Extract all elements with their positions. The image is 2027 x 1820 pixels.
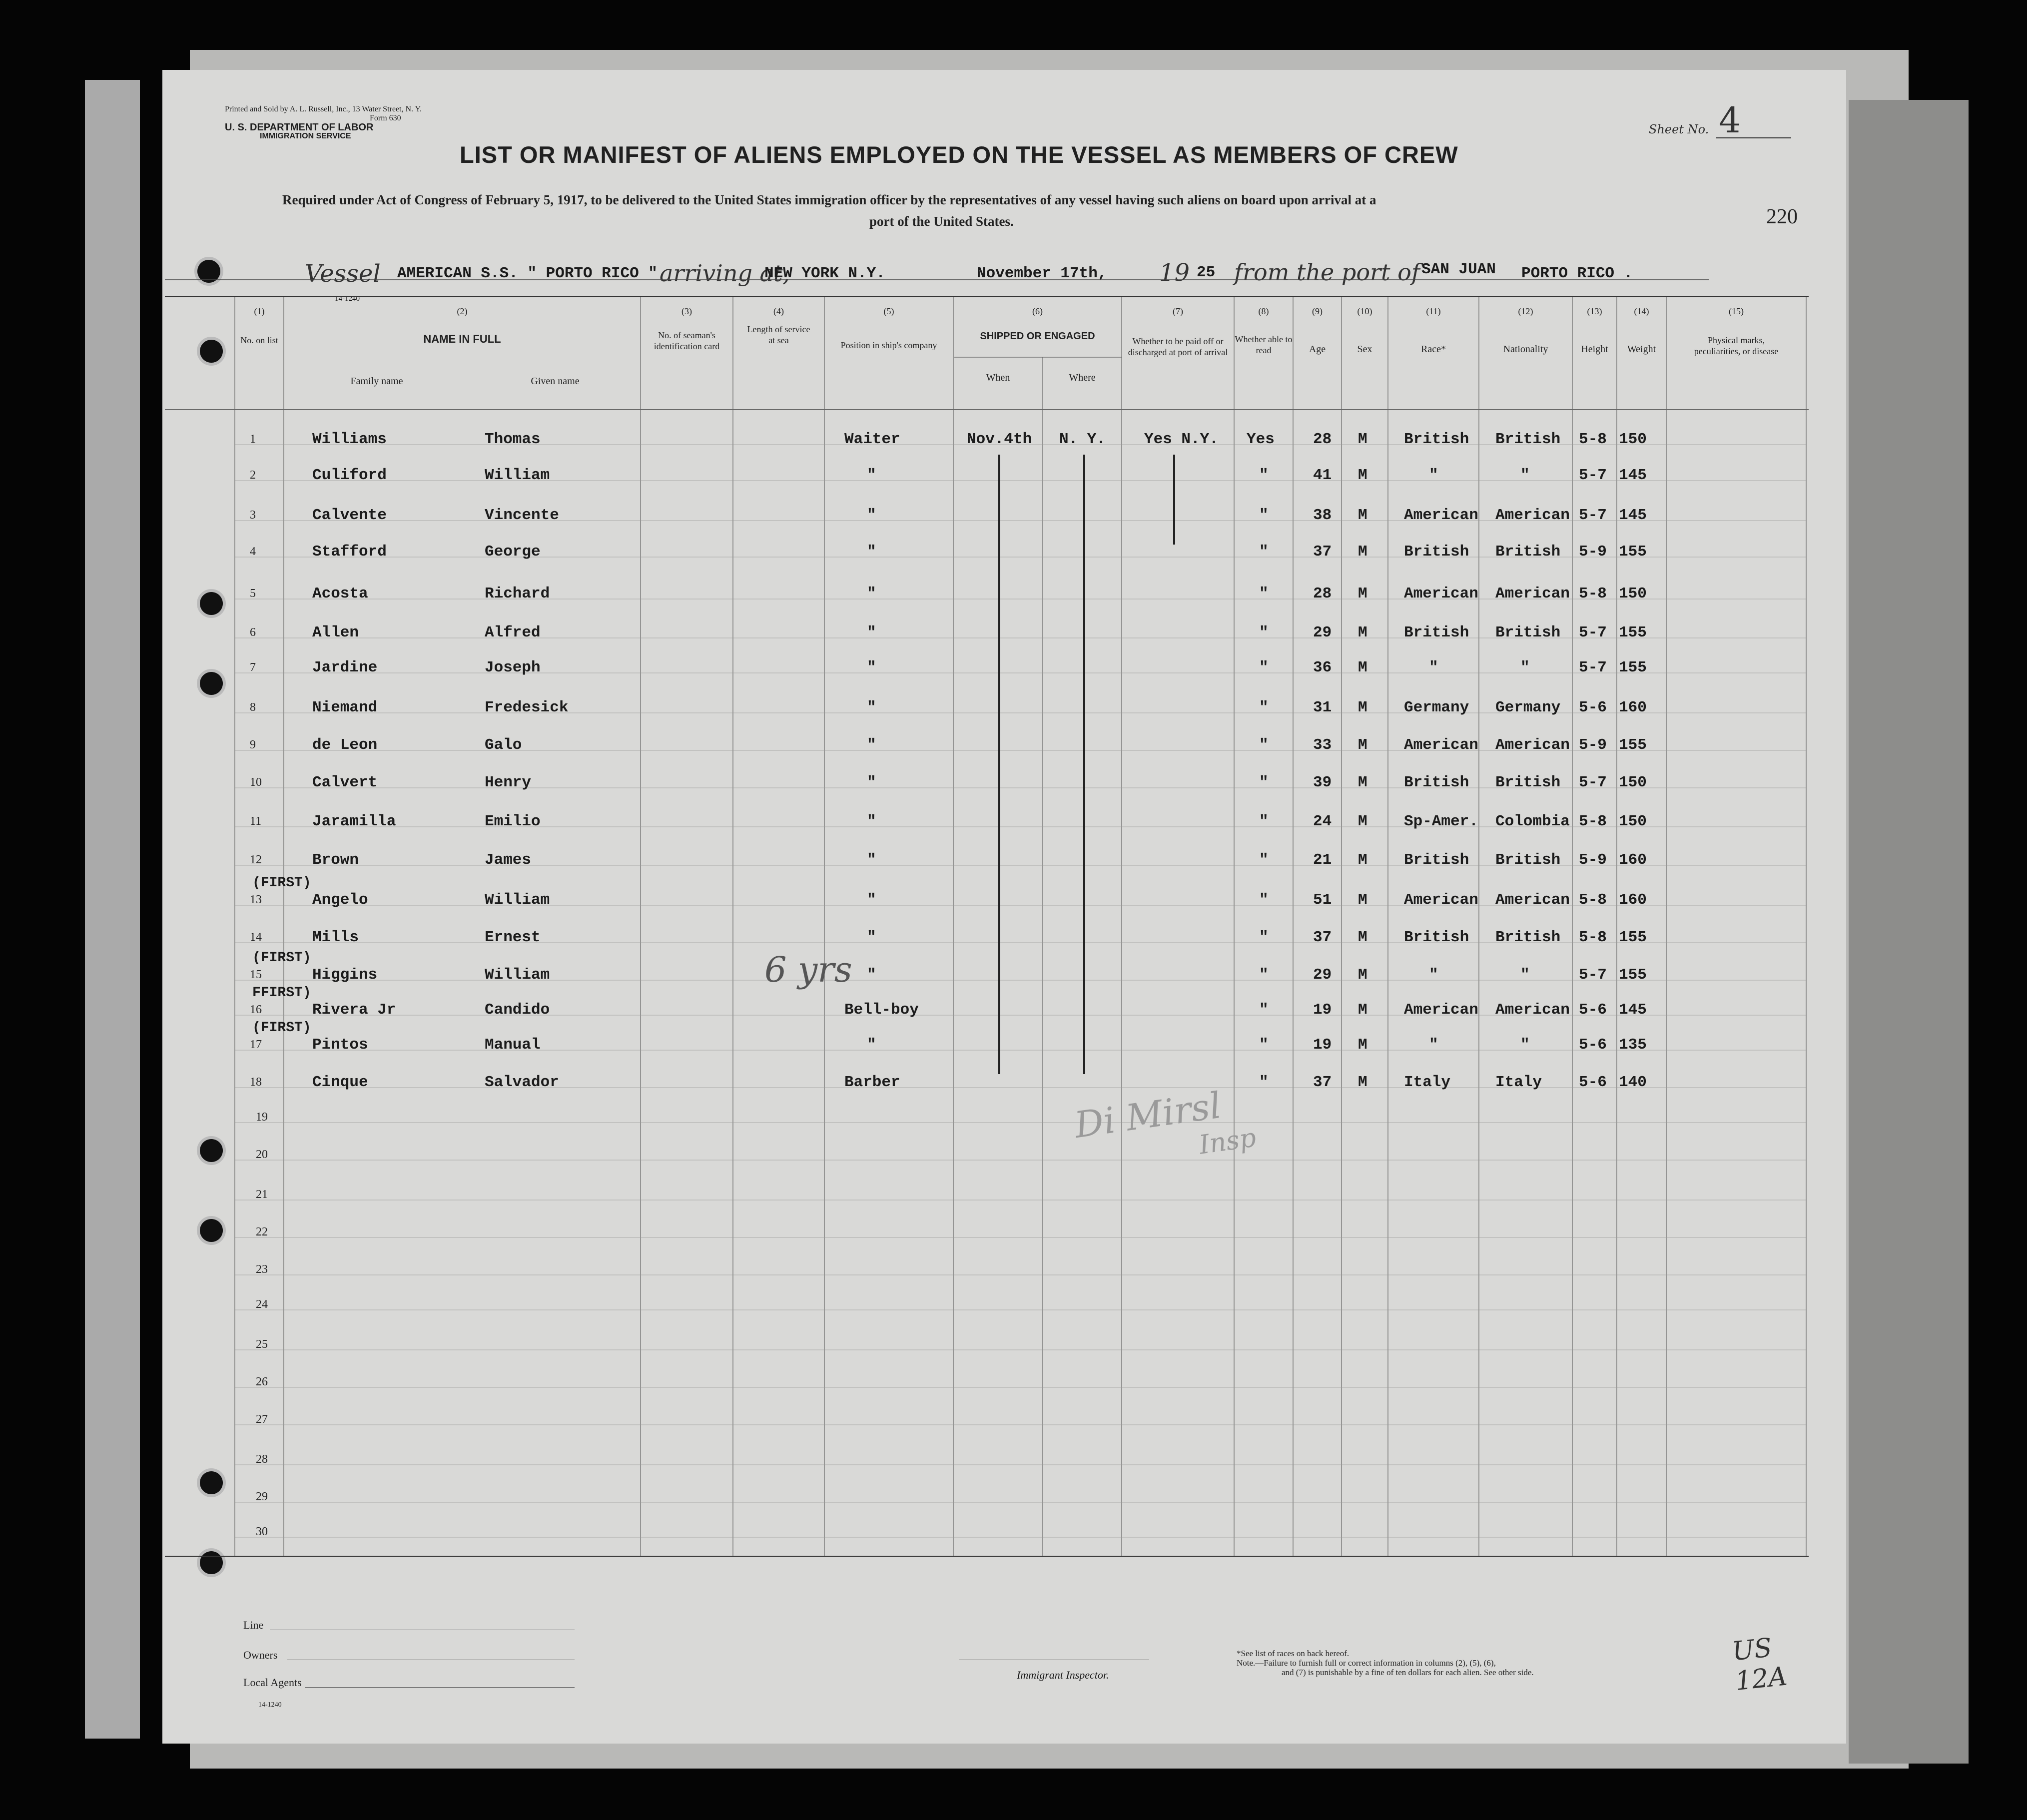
able-to-read: " [1259, 1074, 1269, 1091]
weight: 155 [1619, 736, 1647, 754]
footer-form-code: 14-1240 [258, 1701, 282, 1709]
given-name: William [485, 467, 550, 484]
column-number: (15) [1729, 306, 1744, 316]
empty-row-number: 26 [256, 1375, 268, 1388]
header-no-on-list: No. on list [240, 335, 278, 345]
column-number: (5) [883, 306, 894, 316]
height: 5-8 [1579, 585, 1607, 603]
race: " [1429, 966, 1438, 984]
height: 5-7 [1579, 624, 1607, 641]
header-when: When [986, 372, 1010, 383]
given-name: William [485, 891, 550, 909]
weight: 160 [1619, 851, 1647, 869]
sex: M [1358, 1001, 1367, 1019]
departure-port: SAN JUAN [1421, 261, 1496, 278]
column-number: (4) [773, 306, 784, 316]
sex: M [1358, 507, 1367, 524]
header-where: Where [1069, 372, 1096, 383]
row-number: 11 [250, 815, 262, 828]
given-name: Galo [485, 736, 522, 754]
footer-line-label: Line [243, 1619, 264, 1631]
family-name: Williams [312, 431, 387, 448]
age: 28 [1313, 431, 1332, 448]
row-number: 15 [250, 968, 262, 981]
age: 37 [1313, 543, 1332, 561]
given-name: Joseph [485, 659, 541, 676]
inspector-label: Immigrant Inspector. [1017, 1669, 1109, 1681]
family-name: Culiford [312, 467, 387, 484]
inspector-signature: Di Mirsl [1072, 1084, 1224, 1147]
vessel-name: AMERICAN S.S. " PORTO RICO " [397, 265, 658, 282]
given-name: Thomas [485, 431, 541, 448]
nationality: British [1495, 851, 1561, 869]
row-number: 5 [250, 587, 256, 600]
position: " [867, 966, 876, 984]
sex: M [1358, 736, 1367, 754]
able-to-read: " [1259, 851, 1269, 869]
column-number: (14) [1634, 306, 1649, 316]
height: 5-7 [1579, 467, 1607, 484]
footer-agents-rule [305, 1687, 575, 1688]
sex: M [1358, 929, 1367, 946]
age: 28 [1313, 585, 1332, 603]
age: 19 [1313, 1036, 1332, 1054]
stamp-number: 220 [1766, 205, 1798, 228]
row-number: 1 [250, 433, 256, 446]
age: 31 [1313, 699, 1332, 716]
age: 29 [1313, 966, 1332, 984]
page-title: LIST OR MANIFEST OF ALIENS EMPLOYED ON THE VESSEL AS MEMBERS OF CREW [460, 141, 1458, 168]
given-name: Manual [485, 1036, 541, 1054]
age: 19 [1313, 1001, 1332, 1019]
age: 37 [1313, 1074, 1332, 1091]
race: American [1404, 891, 1478, 909]
empty-row-number: 25 [256, 1338, 268, 1351]
race: Germany [1404, 699, 1469, 716]
header-sex: Sex [1357, 344, 1372, 355]
service-name: IMMIGRATION SERVICE [260, 132, 351, 140]
position: " [867, 585, 876, 603]
subtitle-line-2: port of the United States. [869, 214, 1014, 229]
column-number: (13) [1587, 306, 1602, 316]
given-name: Vincente [485, 507, 559, 524]
race: American [1404, 585, 1478, 603]
age: 41 [1313, 467, 1332, 484]
arriving-label: arriving at, [660, 260, 790, 287]
row-number: 13 [250, 893, 262, 906]
race: " [1429, 659, 1438, 676]
nationality: British [1495, 624, 1561, 641]
arrival-date: November 17th, [977, 265, 1107, 282]
footer-owners-label: Owners [243, 1649, 278, 1661]
race: British [1404, 624, 1469, 641]
race: " [1429, 467, 1438, 484]
empty-row-number: 27 [256, 1413, 268, 1426]
given-name: Alfred [485, 624, 541, 641]
column-number: (7) [1173, 306, 1183, 316]
given-name: Ernest [485, 929, 541, 946]
race: American [1404, 1001, 1478, 1019]
position: " [867, 699, 876, 716]
weight: 155 [1619, 624, 1647, 641]
column-number: (12) [1518, 306, 1533, 316]
sex: M [1358, 891, 1367, 909]
header-position: Position in ship's company [840, 340, 937, 350]
sex: M [1358, 543, 1367, 561]
weight: 150 [1619, 813, 1647, 830]
row-number: 14 [250, 931, 262, 944]
race: American [1404, 507, 1478, 524]
height: 5-6 [1579, 1001, 1607, 1019]
footer-note-races: *See list of races on back hereof. [1237, 1649, 1350, 1658]
given-name: Henry [485, 774, 532, 791]
subtitle-line-1: Required under Act of Congress of February 5, 1917, to be delivered to the United States immigration officer by the representatives of any vessel having such aliens on board upon arrival at a [282, 192, 1376, 207]
family-name: de Leon [312, 736, 378, 754]
position: " [867, 659, 876, 676]
position: " [867, 891, 876, 909]
paid-off: Yes N.Y. [1144, 431, 1219, 448]
able-to-read: " [1259, 624, 1269, 641]
header-shipped-or-engaged: SHIPPED OR ENGAGED [980, 331, 1095, 342]
sex: M [1358, 699, 1367, 716]
row-number: 4 [250, 545, 256, 558]
column-number: (2) [457, 306, 468, 316]
able-to-read: Yes [1247, 431, 1275, 448]
sex: M [1358, 851, 1367, 869]
imprint-line: Printed and Sold by A. L. Russell, Inc., 13 Water Street, N. Y. [225, 105, 422, 113]
weight: 155 [1619, 929, 1647, 946]
family-name: Mills [312, 929, 359, 946]
nationality: " [1520, 1036, 1530, 1054]
row-number: 12 [250, 853, 262, 866]
nationality: American [1495, 1001, 1570, 1019]
able-to-read: " [1259, 699, 1269, 716]
footer-note-penalty: Note.—Failure to furnish full or correct information in columns (2), (5), (6), [1237, 1658, 1496, 1668]
weight: 155 [1619, 659, 1647, 676]
nationality: Italy [1495, 1074, 1542, 1091]
column-number: (6) [1032, 306, 1043, 316]
family-name: Angelo [312, 891, 368, 909]
family-name: Brown [312, 851, 359, 869]
column-number: (3) [681, 306, 692, 316]
family-name: Jardine [312, 659, 378, 676]
age: 51 [1313, 891, 1332, 909]
header-race: Race* [1421, 344, 1446, 355]
given-name: Richard [485, 585, 550, 603]
row-number: 10 [250, 776, 262, 789]
empty-row-number: 30 [256, 1525, 268, 1538]
row-number: 8 [250, 701, 256, 714]
arriving-port: NEW YORK N.Y. [764, 265, 885, 282]
footer-agents-label: Local Agents [243, 1676, 302, 1689]
age: 21 [1313, 851, 1332, 869]
sex: M [1358, 774, 1367, 791]
sex: M [1358, 624, 1367, 641]
weight: 150 [1619, 774, 1647, 791]
nationality: American [1495, 585, 1570, 603]
empty-row-number: 29 [256, 1490, 268, 1503]
nationality: British [1495, 774, 1561, 791]
column-number: (8) [1258, 306, 1269, 316]
sex: M [1358, 467, 1367, 484]
race: British [1404, 929, 1469, 946]
column-number: (10) [1357, 306, 1372, 316]
weight: 150 [1619, 431, 1647, 448]
height: 5-8 [1579, 813, 1607, 830]
able-to-read: " [1259, 467, 1269, 484]
position: " [867, 929, 876, 946]
height: 5-9 [1579, 851, 1607, 869]
given-name: George [485, 543, 541, 561]
family-name: Allen [312, 624, 359, 641]
sex: M [1358, 585, 1367, 603]
nationality: British [1495, 929, 1561, 946]
sex: M [1358, 966, 1367, 984]
able-to-read: " [1259, 543, 1269, 561]
position: " [867, 774, 876, 791]
year-prefix: 19 [1159, 259, 1190, 287]
first-class-mark: FFIRST) [252, 985, 311, 1001]
row-number: 3 [250, 509, 256, 522]
position: " [867, 813, 876, 830]
race: Italy [1404, 1074, 1451, 1091]
height: 5-8 [1579, 891, 1607, 909]
sheet-number: 4 [1719, 100, 1741, 141]
age: 36 [1313, 659, 1332, 676]
column-number: (9) [1312, 306, 1323, 316]
able-to-read: " [1259, 1001, 1269, 1019]
height: 5-9 [1579, 543, 1607, 561]
from-port-label: from the port of [1234, 259, 1420, 286]
empty-row-number: 22 [256, 1225, 268, 1238]
position: " [867, 543, 876, 561]
weight: 155 [1619, 543, 1647, 561]
family-name: Cinque [312, 1074, 368, 1091]
age: 29 [1313, 624, 1332, 641]
weight: 140 [1619, 1074, 1647, 1091]
header-length-of-service: Length of service at sea [747, 324, 810, 345]
header-given-name: Given name [531, 376, 580, 387]
sex: M [1358, 813, 1367, 830]
handwritten-service-note: 6 yrs [764, 949, 852, 990]
age: 24 [1313, 813, 1332, 830]
header-name-in-full: NAME IN FULL [423, 333, 501, 345]
age: 37 [1313, 929, 1332, 946]
height: 5-7 [1579, 507, 1607, 524]
race: British [1404, 431, 1469, 448]
nationality: " [1520, 659, 1530, 676]
height: 5-7 [1579, 966, 1607, 984]
empty-row-number: 28 [256, 1453, 268, 1466]
header-age: Age [1309, 344, 1326, 355]
sex: M [1358, 1074, 1367, 1091]
height: 5-7 [1579, 774, 1607, 791]
weight: 155 [1619, 966, 1647, 984]
weight: 145 [1619, 507, 1647, 524]
age: 33 [1313, 736, 1332, 754]
able-to-read: " [1259, 966, 1269, 984]
weight: 145 [1619, 1001, 1647, 1019]
weight: 145 [1619, 467, 1647, 484]
row-number: 7 [250, 661, 256, 674]
family-name: Jaramilla [312, 813, 396, 830]
sex: M [1358, 1036, 1367, 1054]
sex: M [1358, 659, 1367, 676]
position: Waiter [844, 431, 900, 448]
given-name: Candido [485, 1001, 550, 1019]
column-number: (1) [254, 306, 265, 316]
age: 39 [1313, 774, 1332, 791]
empty-row-number: 23 [256, 1263, 268, 1276]
family-name: Higgins [312, 966, 378, 984]
first-class-mark: (FIRST) [252, 875, 311, 891]
nationality: Germany [1495, 699, 1561, 716]
header-weight: Weight [1627, 344, 1656, 355]
row-number: 6 [250, 626, 256, 639]
header-physical-marks: Physical marks, peculiarities, or disease [1694, 335, 1779, 356]
header-id-card: No. of seaman's identification card [654, 330, 720, 351]
given-name: Salvador [485, 1074, 559, 1091]
footer-note-penalty-cont: and (7) is punishable by a fine of ten dollars for each alien. See other side. [1282, 1668, 1534, 1677]
weight: 150 [1619, 585, 1647, 603]
weight: 135 [1619, 1036, 1647, 1054]
empty-row-number: 20 [256, 1148, 268, 1161]
nationality: American [1495, 736, 1570, 754]
header-height: Height [1581, 344, 1608, 355]
departure-country: PORTO RICO . [1521, 265, 1633, 282]
able-to-read: " [1259, 507, 1269, 524]
form-number: Form 630 [370, 114, 401, 122]
header-nationality: Nationality [1503, 344, 1548, 355]
row-number: 17 [250, 1038, 262, 1051]
form-code-top: 14-1240 [335, 295, 360, 303]
first-class-mark: (FIRST) [252, 1020, 311, 1036]
able-to-read: " [1259, 659, 1269, 676]
shipped-when: Nov.4th [967, 431, 1032, 448]
race: British [1404, 543, 1469, 561]
footer-notes [1237, 1649, 1534, 1677]
race: British [1404, 774, 1469, 791]
nationality: " [1520, 966, 1530, 984]
sex: M [1358, 431, 1367, 448]
row-number: 2 [250, 469, 256, 482]
height: 5-8 [1579, 929, 1607, 946]
shipped-where: N. Y. [1059, 431, 1106, 448]
vessel-label: Vessel [305, 260, 381, 288]
able-to-read: " [1259, 929, 1269, 946]
department-name: U. S. DEPARTMENT OF LABOR [225, 122, 374, 133]
nationality: American [1495, 507, 1570, 524]
race: American [1404, 736, 1478, 754]
nationality: " [1520, 467, 1530, 484]
able-to-read: " [1259, 1036, 1269, 1054]
family-name: Calvente [312, 507, 387, 524]
nationality: American [1495, 891, 1570, 909]
empty-row-number: 21 [256, 1188, 268, 1201]
nationality: Colombia [1495, 813, 1570, 830]
given-name: Emilio [485, 813, 541, 830]
height: 5-6 [1579, 1036, 1607, 1054]
empty-row-number: 24 [256, 1298, 268, 1311]
first-class-mark: (FIRST) [252, 950, 311, 966]
weight: 160 [1619, 891, 1647, 909]
age: 38 [1313, 507, 1332, 524]
position: " [867, 507, 876, 524]
family-name: Calvert [312, 774, 378, 791]
position: " [867, 467, 876, 484]
able-to-read: " [1259, 891, 1269, 909]
family-name: Stafford [312, 543, 387, 561]
position: " [867, 736, 876, 754]
inspector-signature-title: Insp [1197, 1123, 1258, 1161]
nationality: British [1495, 431, 1561, 448]
family-name: Niemand [312, 699, 378, 716]
position: " [867, 1036, 876, 1054]
height: 5-8 [1579, 431, 1607, 448]
row-number: 18 [250, 1076, 262, 1089]
arrival-year: 25 [1197, 264, 1216, 281]
height: 5-6 [1579, 699, 1607, 716]
able-to-read: " [1259, 736, 1269, 754]
able-to-read: " [1259, 813, 1269, 830]
height: 5-9 [1579, 736, 1607, 754]
given-name: James [485, 851, 532, 869]
position: Barber [844, 1074, 900, 1091]
row-number: 9 [250, 738, 256, 751]
position: " [867, 624, 876, 641]
race: Sp-Amer. [1404, 813, 1478, 830]
row-number: 16 [250, 1003, 262, 1016]
header-able-to-read: Whether able to read [1235, 334, 1293, 355]
able-to-read: " [1259, 585, 1269, 603]
family-name: Acosta [312, 585, 368, 603]
empty-row-number: 19 [256, 1111, 268, 1124]
given-name: William [485, 966, 550, 984]
margin-note: US 12A [1731, 1633, 1789, 1697]
weight: 160 [1619, 699, 1647, 716]
given-name: Fredesick [485, 699, 569, 716]
nationality: British [1495, 543, 1561, 561]
position: Bell-boy [844, 1001, 919, 1019]
able-to-read: " [1259, 774, 1269, 791]
height: 5-7 [1579, 659, 1607, 676]
race: " [1429, 1036, 1438, 1054]
family-name: Pintos [312, 1036, 368, 1054]
header-paid-off: Whether to be paid off or discharged at port of arrival [1128, 336, 1228, 357]
race: British [1404, 851, 1469, 869]
height: 5-6 [1579, 1074, 1607, 1091]
header-family-name: Family name [350, 376, 403, 387]
sheet-no-label: Sheet No. [1649, 122, 1709, 136]
column-number: (11) [1426, 306, 1441, 316]
family-name: Rivera Jr [312, 1001, 396, 1019]
position: " [867, 851, 876, 869]
